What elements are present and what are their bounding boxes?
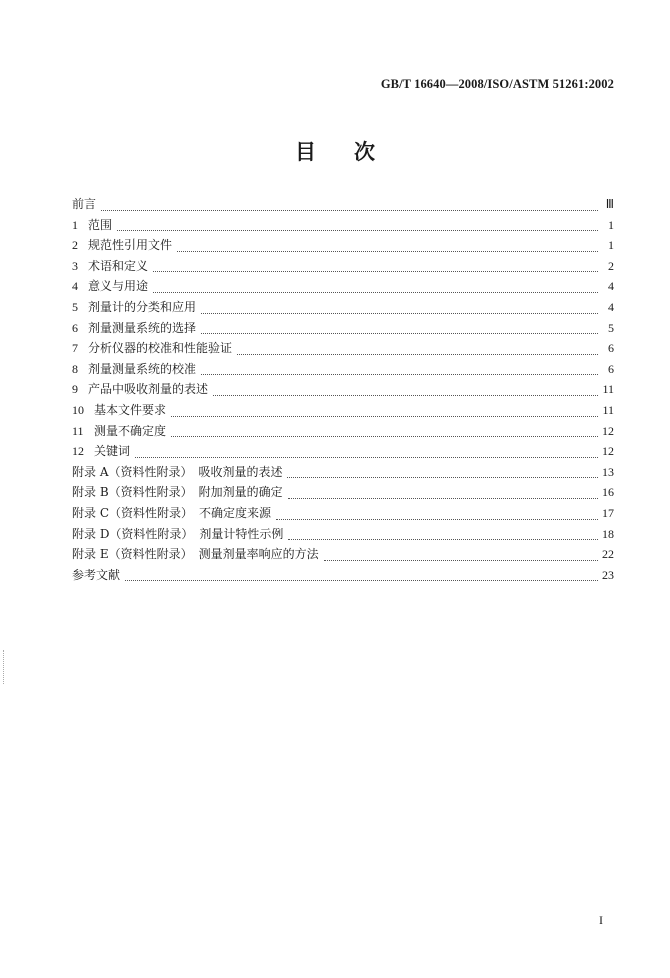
toc-entry-label: 附录 E（资料性附录） 测量剂量率响应的方法 [72, 547, 319, 562]
toc-entry-number: 8 [72, 361, 78, 376]
toc-entry-page: 16 [602, 485, 614, 500]
toc-entry-label: 分析仪器的校准和性能验证 [88, 341, 233, 356]
toc-entry-page: 4 [608, 279, 614, 294]
toc-entry-page: 13 [602, 464, 614, 479]
toc-entry-page: 1 [608, 238, 614, 253]
toc-entry-label: 剂量测量系统的校准 [88, 361, 197, 376]
toc-entry[interactable] [72, 379, 614, 400]
toc-dot-leader [276, 519, 598, 520]
toc-entry[interactable] [72, 359, 614, 380]
toc-entry[interactable] [72, 235, 614, 256]
toc-entry[interactable] [72, 544, 614, 565]
toc-entry-number: 9 [72, 382, 78, 397]
toc-entry[interactable] [72, 565, 614, 586]
toc-entry-label: 关键词 [94, 444, 131, 459]
toc-entry-page: 17 [602, 505, 614, 520]
toc-entry-page: 2 [608, 258, 614, 273]
toc-entry-number: 6 [72, 320, 78, 335]
toc-entry-label: 意义与用途 [88, 279, 149, 294]
toc-dot-leader [117, 230, 598, 231]
toc-dot-leader [177, 251, 598, 252]
toc-entry-label: 规范性引用文件 [88, 238, 173, 253]
toc-entry-page: 22 [602, 547, 614, 562]
page-title [0, 136, 670, 166]
toc-entry-label: 基本文件要求 [94, 402, 167, 417]
toc-entry[interactable] [72, 524, 614, 545]
toc-dot-leader [101, 210, 598, 211]
toc-entry[interactable] [72, 503, 614, 524]
toc-entry-label: 产品中吸收剂量的表述 [88, 382, 209, 397]
toc-entry[interactable] [72, 400, 614, 421]
toc-entry-page: 11 [602, 402, 614, 417]
toc-entry-label: 附录 A（资料性附录） 吸收剂量的表述 [72, 464, 283, 479]
toc-entry-page: 12 [602, 444, 614, 459]
toc-entry-page: 6 [608, 361, 614, 376]
toc-entry[interactable] [72, 194, 614, 215]
toc-entry[interactable] [72, 276, 614, 297]
toc-entry[interactable] [72, 338, 614, 359]
toc-entry-number: 12 [72, 444, 84, 459]
toc-dot-leader [201, 374, 598, 375]
toc-entry-page: 18 [602, 526, 614, 541]
toc-entry[interactable] [72, 215, 614, 236]
toc-dot-leader [153, 271, 598, 272]
toc-entry-page: 5 [608, 320, 614, 335]
toc-entry-label: 附录 C（资料性附录） 不确定度来源 [72, 505, 271, 520]
toc-entry-page: 11 [602, 382, 614, 397]
toc-dot-leader [153, 292, 598, 293]
toc-dot-leader [171, 416, 598, 417]
toc-entry-number: 3 [72, 258, 78, 273]
toc-entry-page: 6 [608, 341, 614, 356]
toc-entry-page: Ⅲ [605, 197, 614, 211]
toc-entry-label: 参考文献 [72, 567, 121, 582]
toc-entry-label: 剂量计的分类和应用 [88, 299, 197, 314]
toc-entry-page: 12 [602, 423, 614, 438]
toc-entry-label: 附录 D（资料性附录） 剂量计特性示例 [72, 526, 284, 541]
page-number: I [599, 913, 603, 927]
toc-entry[interactable] [72, 256, 614, 277]
toc-entry-label: 测量不确定度 [94, 423, 167, 438]
toc-entry[interactable] [72, 441, 614, 462]
toc-dot-leader [287, 477, 598, 478]
toc-dot-leader [201, 313, 598, 314]
toc-entry-page: 23 [602, 567, 614, 582]
toc-entry-number: 5 [72, 299, 78, 314]
toc-dot-leader [201, 333, 598, 334]
toc-entry-number: 2 [72, 238, 78, 253]
toc-entry-number: 11 [72, 423, 84, 438]
page-title-char-2: 次 [354, 140, 375, 164]
toc-entry[interactable] [72, 318, 614, 339]
scan-edge-mark [3, 650, 7, 684]
toc-dot-leader [213, 395, 598, 396]
table-of-contents [72, 194, 614, 585]
toc-dot-leader [237, 354, 598, 355]
toc-entry-page: 4 [608, 299, 614, 314]
toc-entry[interactable] [72, 297, 614, 318]
toc-dot-leader [288, 539, 598, 540]
standard-code: GB/T 16640—2008/ISO/ASTM 51261:2002 [380, 77, 614, 91]
toc-dot-leader [288, 498, 598, 499]
toc-entry-number: 10 [72, 402, 84, 417]
toc-dot-leader [135, 457, 598, 458]
toc-entry-page: 1 [608, 217, 614, 232]
toc-entry-number: 7 [72, 341, 78, 356]
toc-entry-number: 1 [72, 217, 78, 232]
toc-entry-number: 4 [72, 279, 78, 294]
toc-entry-label: 范围 [88, 217, 113, 232]
toc-entry-label: 附录 B（资料性附录） 附加剂量的确定 [72, 485, 283, 500]
toc-dot-leader [125, 580, 598, 581]
toc-entry[interactable] [72, 462, 614, 483]
toc-entry-label: 术语和定义 [88, 258, 149, 273]
toc-dot-leader [171, 436, 598, 437]
page-title-char-1: 目 [295, 140, 316, 164]
toc-entry-label: 前言 [72, 197, 97, 211]
toc-entry[interactable] [72, 421, 614, 442]
toc-entry[interactable] [72, 482, 614, 503]
toc-dot-leader [324, 560, 598, 561]
toc-entry-label: 剂量测量系统的选择 [88, 320, 197, 335]
